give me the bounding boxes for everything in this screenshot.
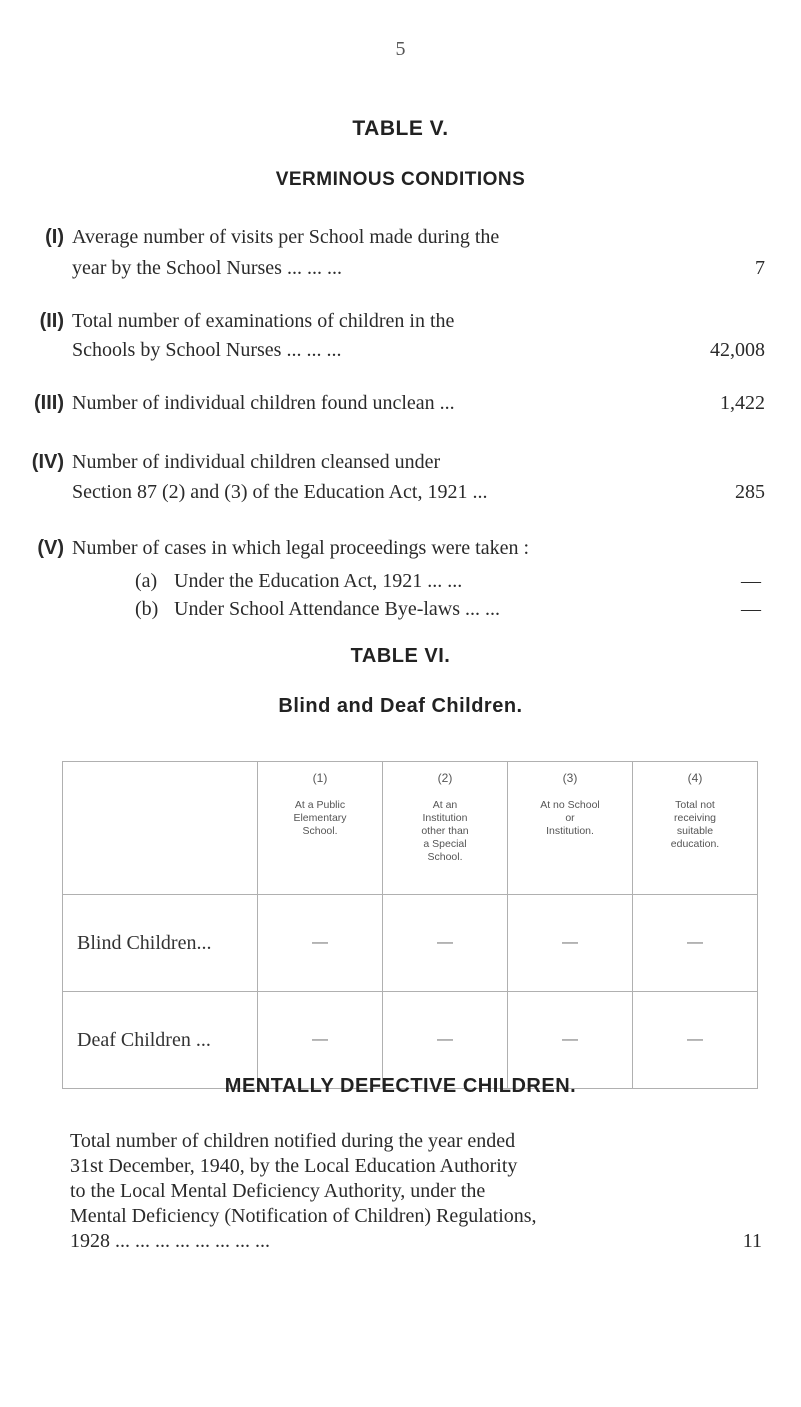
table-v-subtitle: VERMINOUS CONDITIONS [275,169,526,190]
subitem-letter: (a) [135,570,158,592]
item-number: (IV) [31,451,64,473]
item-text-line1: Number of individual children cleansed under [72,451,441,473]
paragraph-line: 31st December, 1940, by the Local Education Authority [70,1155,518,1177]
table-header-row [63,762,758,895]
subitem-text: Under the Education Act, 1921 ... ... [174,570,463,592]
page-number: 5 [395,38,406,60]
subitem-value: — [741,570,761,592]
item-value: 1,422 [720,392,765,414]
column-header-3: (3) At no School or Institution. [508,762,633,895]
item-value: 7 [755,257,765,279]
column-header-2: (2) At an Institution other than a Special School. [383,762,508,895]
table-vi-subtitle: Blind and Deaf Children. [278,695,523,717]
paragraph-last-line [70,1229,760,1254]
table-cell: — [508,895,633,992]
table-cell: — [258,992,383,1089]
mentally-defective-title: MENTALLY DEFECTIVE CHILDREN. [224,1075,577,1097]
paragraph-line: to the Local Mental Deficiency Authority, under the [70,1180,486,1202]
mentally-defective-value: 11 [742,1230,762,1252]
item-number: (II) [39,310,64,332]
blind-deaf-table [62,761,758,1089]
table-vi-title: TABLE VI. [350,645,451,667]
item-text-line2: Schools by School Nurses ... ... ... [72,339,342,361]
item-text-line1: Number of individual children found unclean ... [72,392,455,414]
paragraph-line: 1928 ... ... ... ... ... ... ... ... [70,1230,270,1252]
item-number: (III) [34,392,64,414]
item-text-line1: Number of cases in which legal proceedings were taken : [72,537,530,559]
table-cell: — [383,992,508,1089]
subitem-letter: (b) [135,598,159,620]
table-cell: — [383,895,508,992]
corner-cell [63,762,258,895]
item-text-line1: Total number of examinations of children in the [72,310,455,332]
item-value: 285 [735,481,765,503]
row-label-blind: Blind Children... [63,895,258,992]
row-label-deaf: Deaf Children ... [63,992,258,1089]
table-cell: — [633,895,758,992]
item-text-line1: Average number of visits per School made during the [72,226,500,248]
column-header-4: (4) Total not receiving suitable education. [633,762,758,895]
table-cell: — [508,992,633,1089]
item-number: (I) [45,226,64,248]
item-number: (V) [37,537,64,559]
table-cell: — [633,992,758,1089]
column-header-1: (1) At a Public Elementary School. [258,762,383,895]
item-text-line2: year by the School Nurses ... ... ... [72,257,342,279]
table-row [63,895,758,992]
paragraph-line: Mental Deficiency (Notification of Children) Regulations, [70,1205,537,1227]
item-value: 42,008 [710,339,765,361]
subitem-text: Under School Attendance Bye-laws ... ... [174,598,501,620]
subitem-value: — [741,598,761,620]
mentally-defective-paragraph [70,1129,760,1254]
item-text-line2: Section 87 (2) and (3) of the Education Act, 1921 ... [72,481,488,503]
table-v-title: TABLE V. [352,117,449,140]
table-cell: — [258,895,383,992]
paragraph-line: Total number of children notified during the year ended [70,1130,516,1152]
table-row [63,992,758,1089]
